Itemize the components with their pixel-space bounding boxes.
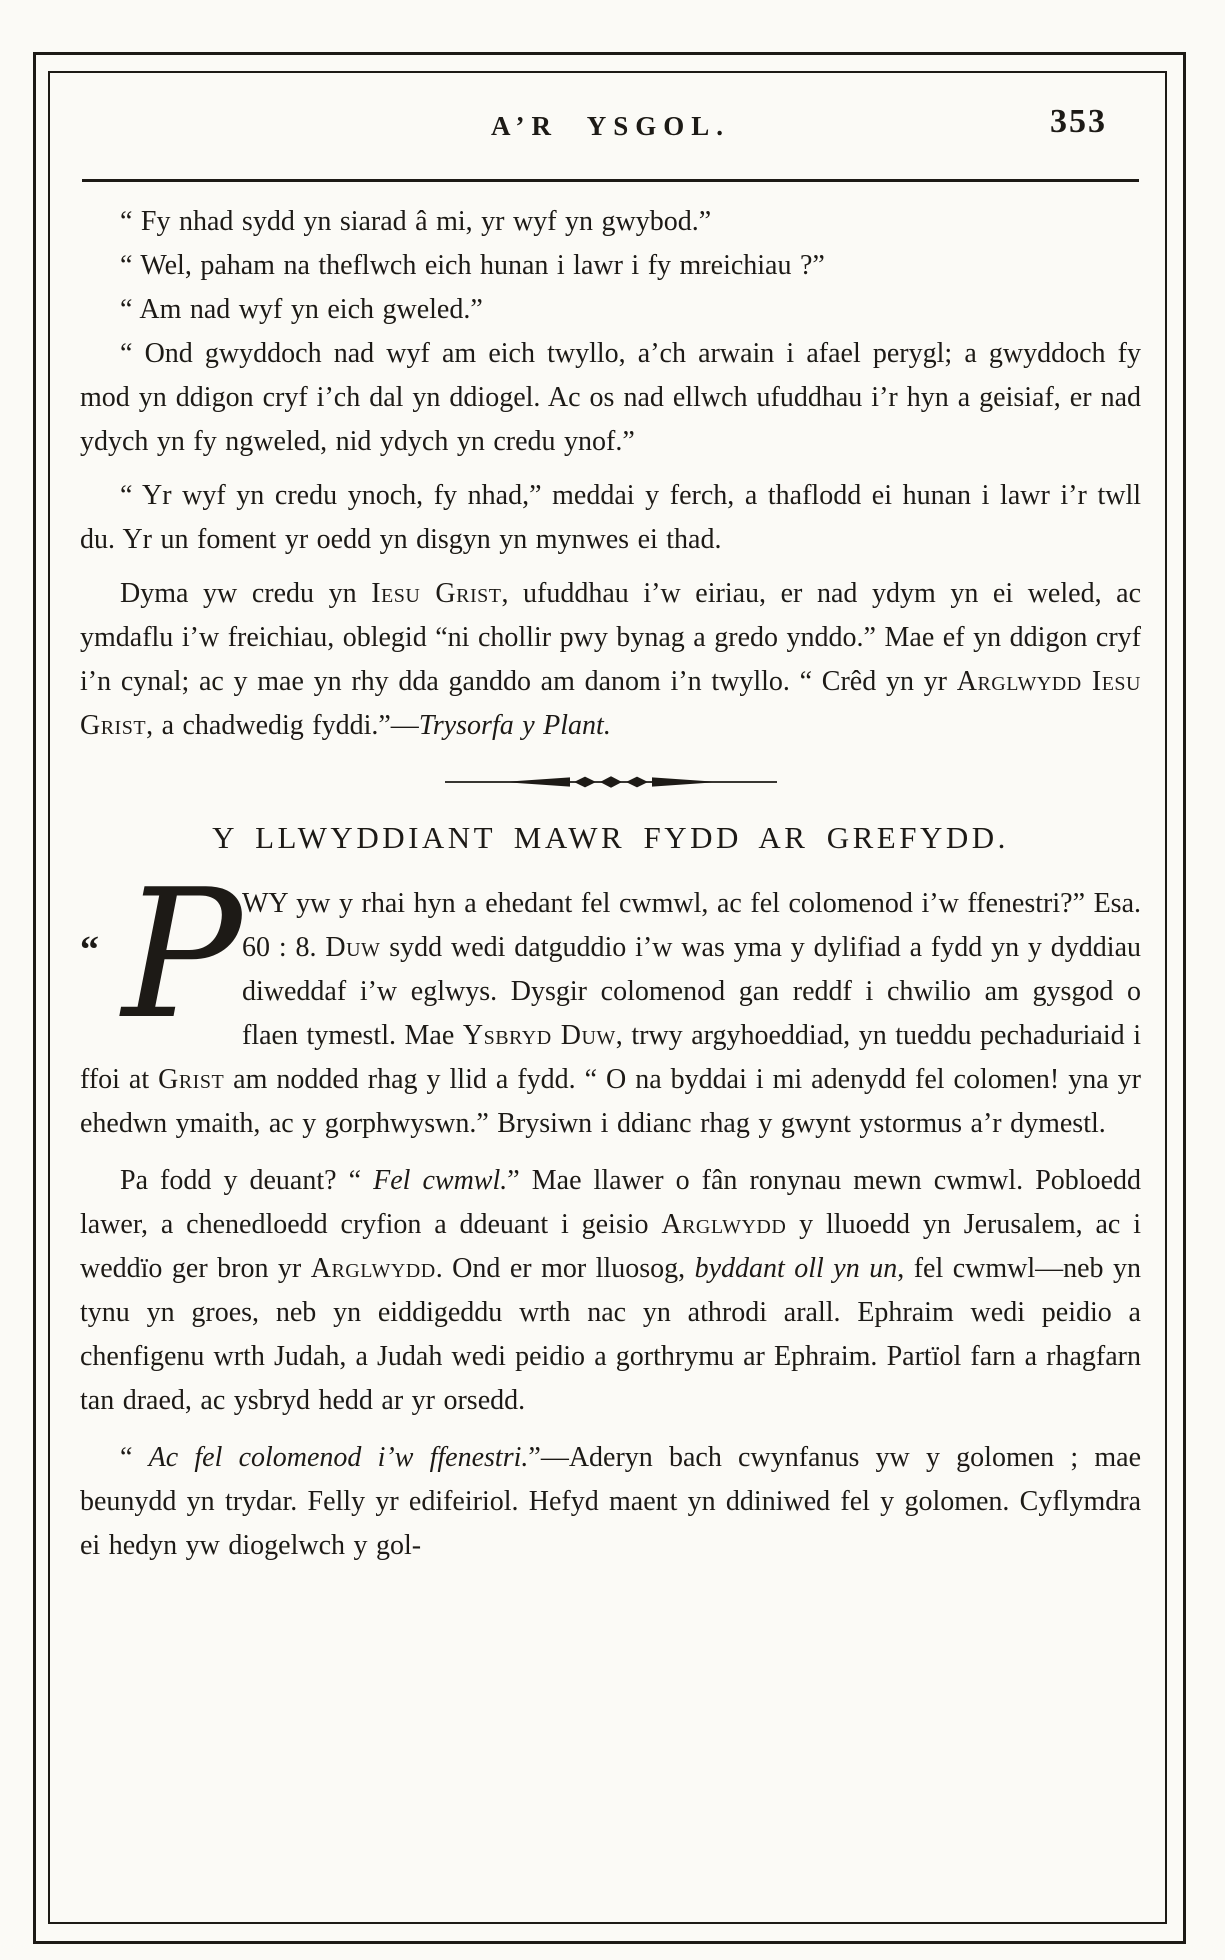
paragraph: [80, 244, 1141, 288]
running-title: A’R YSGOL.: [490, 111, 730, 141]
text-segment: Arglwydd: [310, 1253, 436, 1284]
paragraph: [80, 474, 1141, 562]
text-segment: Arglwydd Iesu Grist: [80, 666, 1141, 741]
text-segment: , trwy argyhoeddiad, yn tueddu pechaduriaid i ffoi at: [80, 1020, 1141, 1095]
paragraph: [80, 332, 1141, 464]
text-segment: “ Wel, paham na theflwch eich hunan i lawr i fy mreichiau ?”: [120, 250, 825, 281]
page-frame-inner: [48, 71, 1167, 1924]
text-segment: Ysbryd Duw: [462, 1020, 616, 1051]
article-paragraphs: [80, 1159, 1141, 1568]
text-segment: “ Ond gwyddoch nad wyf am eich twyllo, a’ch arwain i afael perygl; a gwyddoch fy mod yn ddigon cryf i’ch dal yn ddiogel. Ac os nad ellwch ufuddhau i’r hyn a geisiaf, er nad ydych yn fy ngweled, nid ydych yn credu ynof.”: [80, 338, 1141, 457]
drop-cap-letter: P: [122, 851, 242, 1058]
text-segment: WY yw y rhai hyn a ehedant fel cwmwl, ac fel colomenod i’w ffenestri?” Esa. 60 : 8.: [242, 888, 1141, 963]
paragraph: [80, 1159, 1141, 1423]
text-segment: Duw: [325, 932, 381, 963]
paragraph: [80, 572, 1141, 748]
paragraph: [80, 288, 1141, 332]
text-segment: Dyma yw credu yn: [120, 578, 372, 609]
text-segment: Pa fodd y deuant? “: [120, 1165, 374, 1196]
drop-cap-container: [80, 851, 242, 1058]
text-segment: sydd wedi datguddio i’w was yma y dylifiad a fydd yn y dyddiau diweddaf i’w eglwys. Dysgir colomenod gan reddf i chwilio am gysgod o flaen tymestl. Mae: [242, 932, 1142, 1051]
header-rule: [82, 179, 1139, 182]
text-segment: Iesu Grist: [371, 578, 502, 609]
paragraph: [80, 200, 1141, 244]
text-segment: Trysorfa y Plant.: [418, 710, 611, 741]
page-frame-outer: [33, 52, 1186, 1944]
text-segment: , ufuddhau i’w eiriau, er nad ydym yn ei weled, ac ymdaflu i’w freichiau, oblegid “ni chollir pwy bynag a gredo ynddo.” Mae ef yn ddigon cryf i’n cynal; ac y mae yn rhy dda ganddo am danom i’n twyllo. “ Crêd yn yr: [80, 578, 1142, 697]
story-paragraphs: [80, 200, 1141, 748]
section-divider: [80, 774, 1141, 790]
dropcap-paragraph: [80, 851, 1142, 1146]
text-segment: . Ond er mor lluosog,: [435, 1253, 695, 1284]
diamond-rule-ornament-icon: [441, 774, 781, 790]
story-section: [80, 200, 1141, 748]
text-segment: , fel cwmwl—neb yn tynu yn groes, neb yn eiddigeddu wrth nac yn athrodi arall. Ephraim wedi peidio a chenfigenu wrth Judah, a Judah wedi peidio a gorthrymu ar Ephraim. Partïol farn a rhagfarn tan draed, ac ysbryd hedd ar yr orsedd.: [80, 1253, 1142, 1416]
text-segment: , a chadwedig fyddi.”—: [146, 710, 419, 741]
paragraph: [80, 1436, 1141, 1568]
text-segment: Arglwydd: [661, 1209, 787, 1240]
text-segment: byddant oll yn un: [694, 1253, 898, 1284]
text-segment: am nodded rhag y llid a fydd. “ O na byddai i mi adenydd fel colomen! yna yr ehedwn ymaith, ac y gorphwyswn.” Brysiwn i ddianc rhag y gwynt ystormus a’r dymestl.: [80, 1064, 1141, 1139]
text-segment: ” Mae llawer o fân ronynau mewn cwmwl. Pobloedd lawer, a chenedloedd cryfion a ddeuant i geisio: [80, 1165, 1141, 1240]
text-segment: Ac fel colomenod i’w ffenestri.: [148, 1442, 529, 1473]
article-section: [80, 816, 1141, 1568]
text-segment: y lluoedd yn Jerusalem, ac i weddïo ger bron yr: [80, 1209, 1141, 1284]
text-segment: “ Am nad wyf yn eich gweled.”: [120, 294, 483, 325]
article-heading: Y LLWYDDIANT MAWR FYDD AR GREFYDD.: [212, 820, 1009, 855]
opening-quote: “: [80, 929, 99, 971]
text-segment: “ Yr wyf yn credu ynoch, fy nhad,” meddai y ferch, a thaflodd ei hunan i lawr i’r twll du. Yr un foment yr oedd yn disgyn yn mynwes ei thad.: [80, 480, 1141, 555]
page-number: 353: [1050, 103, 1107, 140]
page-header: [80, 103, 1141, 159]
text-segment: “: [120, 1442, 149, 1473]
text-segment: ”—Aderyn bach cwynfanus yw y golomen ; mae beunydd yn trydar. Felly yr edifeiriol. Hefyd maent yn ddiniwed fel y golomen. Cyflymdra ei hedyn yw diogelwch y gol-: [80, 1442, 1141, 1561]
text-segment: Fel cwmwl.: [373, 1165, 508, 1196]
text-segment: Grist: [158, 1064, 225, 1095]
text-segment: “ Fy nhad sydd yn siarad â mi, yr wyf yn gwybod.”: [120, 206, 712, 237]
